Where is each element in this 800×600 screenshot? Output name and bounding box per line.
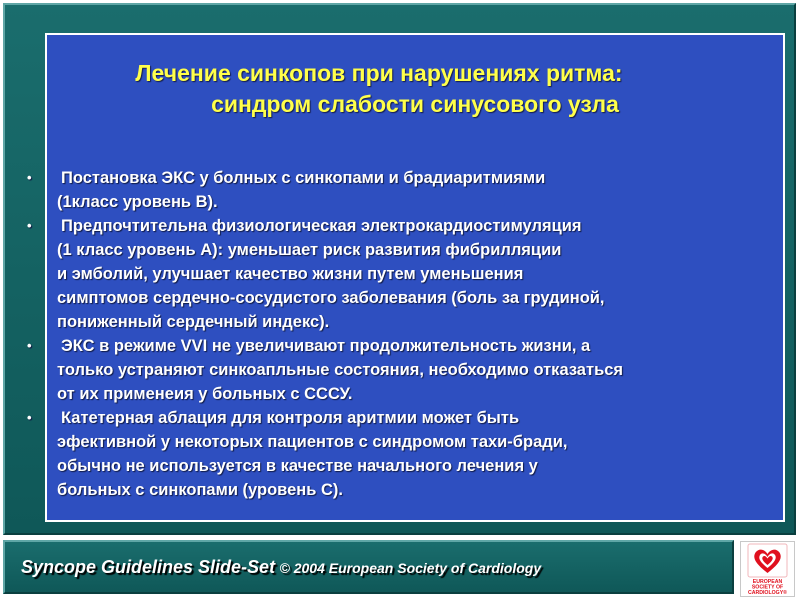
bullet-text-line: больных с синкопами (уровень С).	[57, 481, 343, 499]
logo-line-1: EUROPEAN	[752, 579, 783, 585]
logo-line-2: SOCIETY OF	[751, 584, 784, 591]
bullet-text-line: только устраняют синкоапльные состояния, необходимо отказаться	[57, 361, 624, 379]
bullet-text-line: Постановка ЭКС у болных с синкопами и брадиаритмиями	[61, 169, 546, 187]
content-panel	[27, 33, 785, 522]
bullet-text-line: обычно не используется в качестве начального лечения у	[57, 457, 538, 475]
bullet-item	[27, 406, 783, 502]
slide-title-line-1: Лечение синкопов при нарушениях ритма:	[135, 60, 623, 86]
bullet-dot-icon: •	[27, 338, 32, 353]
bullet-list	[27, 166, 783, 502]
bullet-text-line: и эмболий, улучшает качество жизни путем уменьшения	[57, 265, 524, 283]
bullet-item	[27, 334, 783, 406]
bullet-text-line: (1класс уровень B).	[57, 193, 218, 211]
bullet-text-line: пониженный сердечный индекс).	[57, 313, 330, 331]
bullet-dot-icon: •	[27, 218, 32, 233]
bullet-dot-icon: •	[27, 170, 32, 185]
slide-title	[47, 58, 783, 120]
esc-logo	[740, 541, 795, 597]
footer-caption	[21, 557, 541, 578]
bullet-text-line: ЭКС в режиме VVI не увеличивают продолжительность жизни, а	[61, 337, 591, 355]
footer-copyright: © 2004 European Society of Cardiology	[279, 560, 542, 576]
bullet-text-line: симптомов сердечно-сосудистого заболевания (боль за грудиной,	[57, 289, 605, 307]
slide-title-line-2: синдром слабости синусового узла	[211, 91, 619, 117]
bullet-text-line: (1 класс уровень А): уменьшает риск развития фибрилляции	[57, 241, 562, 259]
bullet-item	[27, 214, 783, 334]
slide-frame	[3, 3, 796, 535]
bullet-dot-icon: •	[27, 410, 32, 425]
heart-logo-icon	[741, 542, 794, 596]
bullet-text-line: Предпочтительна физиологическая электрокардиостимуляция	[61, 217, 582, 235]
bullet-text-line: от их применеия у больных с СССУ.	[57, 385, 353, 403]
logo-line-3: CARDIOLOGY®	[748, 590, 787, 596]
footer-title: Syncope Guidelines Slide-Set	[21, 557, 276, 577]
bullet-text-line: эфективной у некоторых пациентов с синдромом тахи-бради,	[57, 433, 568, 451]
footer-bar	[3, 540, 734, 594]
bullet-text-line: Катетерная аблация для контроля аритмии может быть	[61, 409, 520, 427]
bullet-item	[27, 166, 783, 214]
